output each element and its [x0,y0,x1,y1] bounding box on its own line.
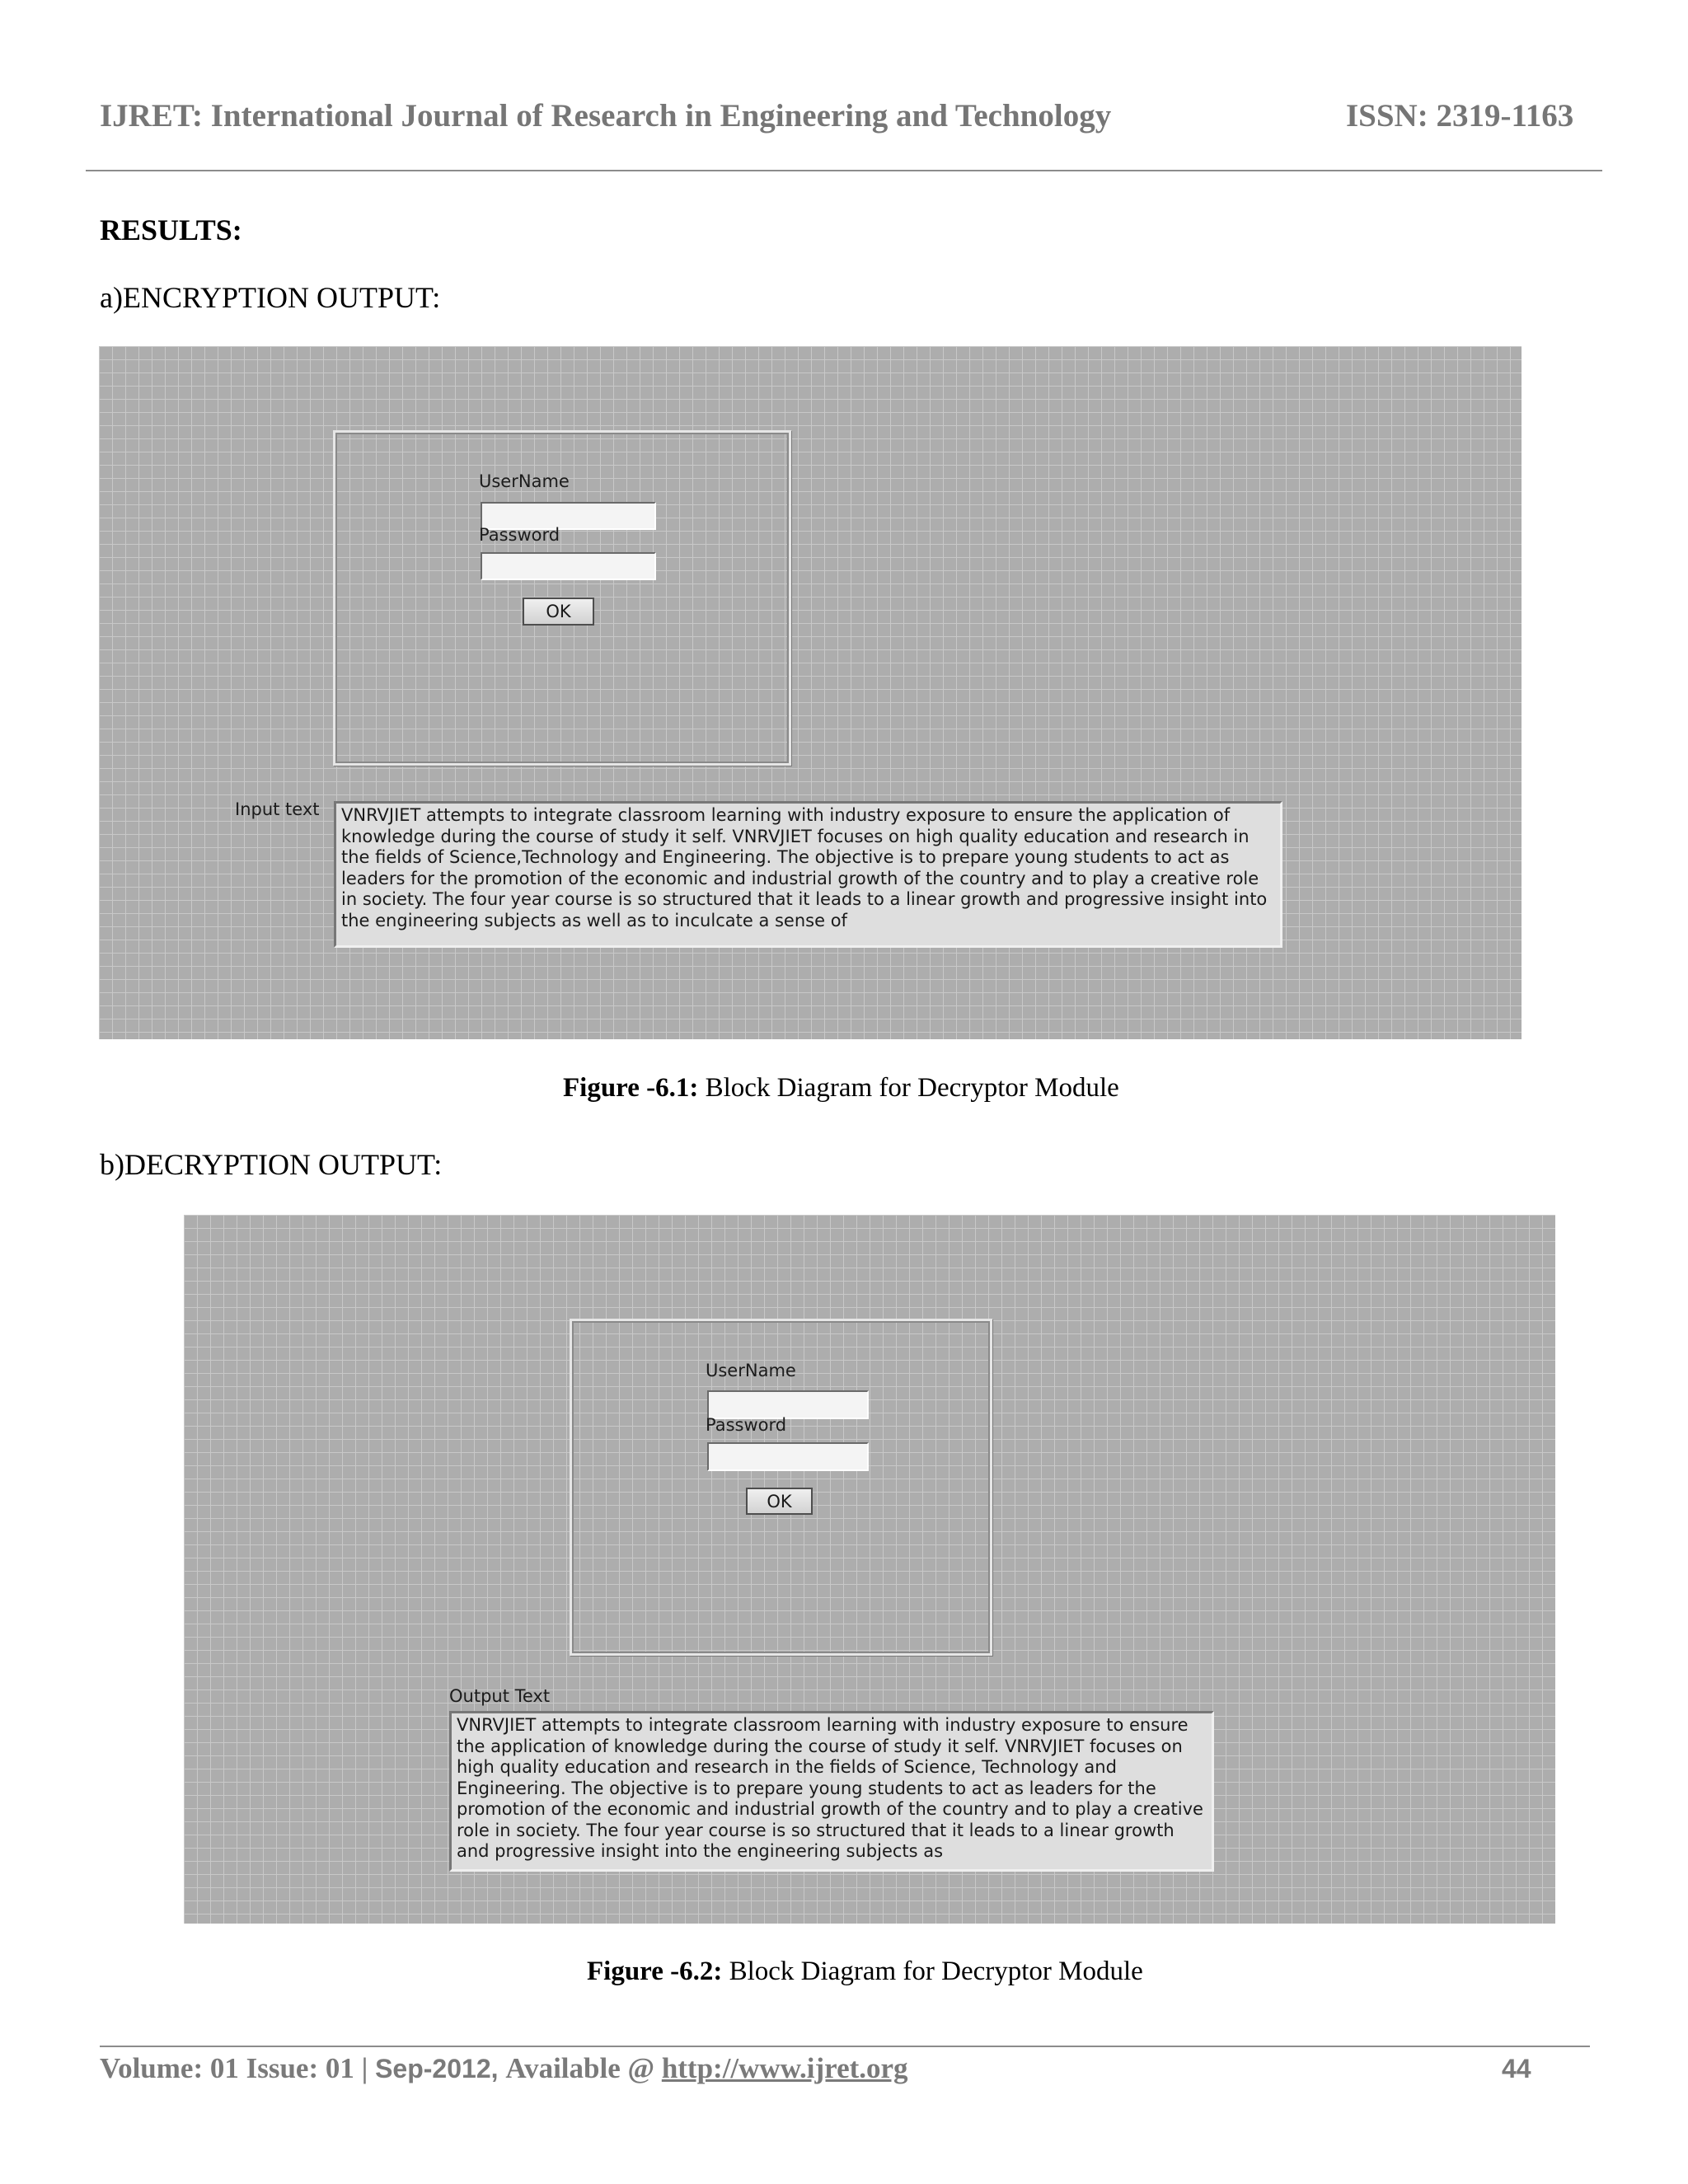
input-text-label: Input text [235,799,320,819]
decryption-heading: b)DECRYPTION OUTPUT: [100,1148,443,1181]
journal-title: IJRET: International Journal of Research in Engineering and Technology [100,98,1112,134]
page-number: 44 [1502,2054,1531,2083]
ok-button[interactable]: OK [523,598,594,626]
encryption-heading: a)ENCRYPTION OUTPUT: [100,281,441,314]
caption-text: Block Diagram for Decryptor Module [698,1073,1119,1103]
figure-6-2-caption [587,1957,1143,1987]
password-input[interactable] [707,1442,869,1471]
username-label: UserName [706,1361,796,1380]
decryption-front-panel [184,1215,1555,1924]
caption-label: Figure -6.1: [563,1073,699,1103]
footer-citation [100,2052,908,2085]
journal-link[interactable]: http://www.ijret.org [661,2052,908,2084]
input-text-box[interactable]: VNRVJIET attempts to integrate classroom learning with industry exposure to ensure the application of knowledge during the course of study it self. VNRVJIET focuses on high quality education and research in the fields of Science,Technology and Engineering. The objective is to prepare young students to act as leaders for the promotion of the economic and industrial growth of the country and to play a creative role in society. The four year course is so structured that it leads to a linear growth and progressive insight into the engineering subjects as well as to inculcate a sense of [334,801,1282,948]
header-rule [86,170,1602,171]
password-label: Password [479,525,560,545]
volume-issue: Volume: 01 Issue: 01 | [100,2052,376,2084]
issn: ISSN: 2319-1163 [1346,98,1574,134]
figure-6-1-caption [563,1073,1119,1104]
ok-button[interactable]: OK [746,1488,813,1515]
caption-label: Figure -6.2: [587,1957,723,1986]
caption-text: Block Diagram for Decryptor Module [722,1957,1143,1986]
output-text-box[interactable]: VNRVJIET attempts to integrate classroom learning with industry exposure to ensure the application of knowledge during the course of study it self. VNRVJIET focuses on high quality education and research in the fields of Science, Technology and Engineering. The objective is to prepare young students to act as leaders for the promotion of the economic and industrial growth of the country and to play a creative role in society. The four year course is so structured that it leads to a linear growth and progressive insight into the engineering subjects as [449,1711,1214,1872]
encryption-front-panel [99,346,1522,1039]
issue-date: Sep-2012, [375,2054,506,2083]
results-heading: RESULTS: [100,213,242,246]
available-at: Available @ [505,2052,662,2084]
output-text-label: Output Text [449,1686,551,1706]
password-label: Password [706,1415,787,1435]
username-label: UserName [479,471,570,491]
footer-rule [100,2046,1590,2047]
password-input[interactable] [481,552,656,580]
